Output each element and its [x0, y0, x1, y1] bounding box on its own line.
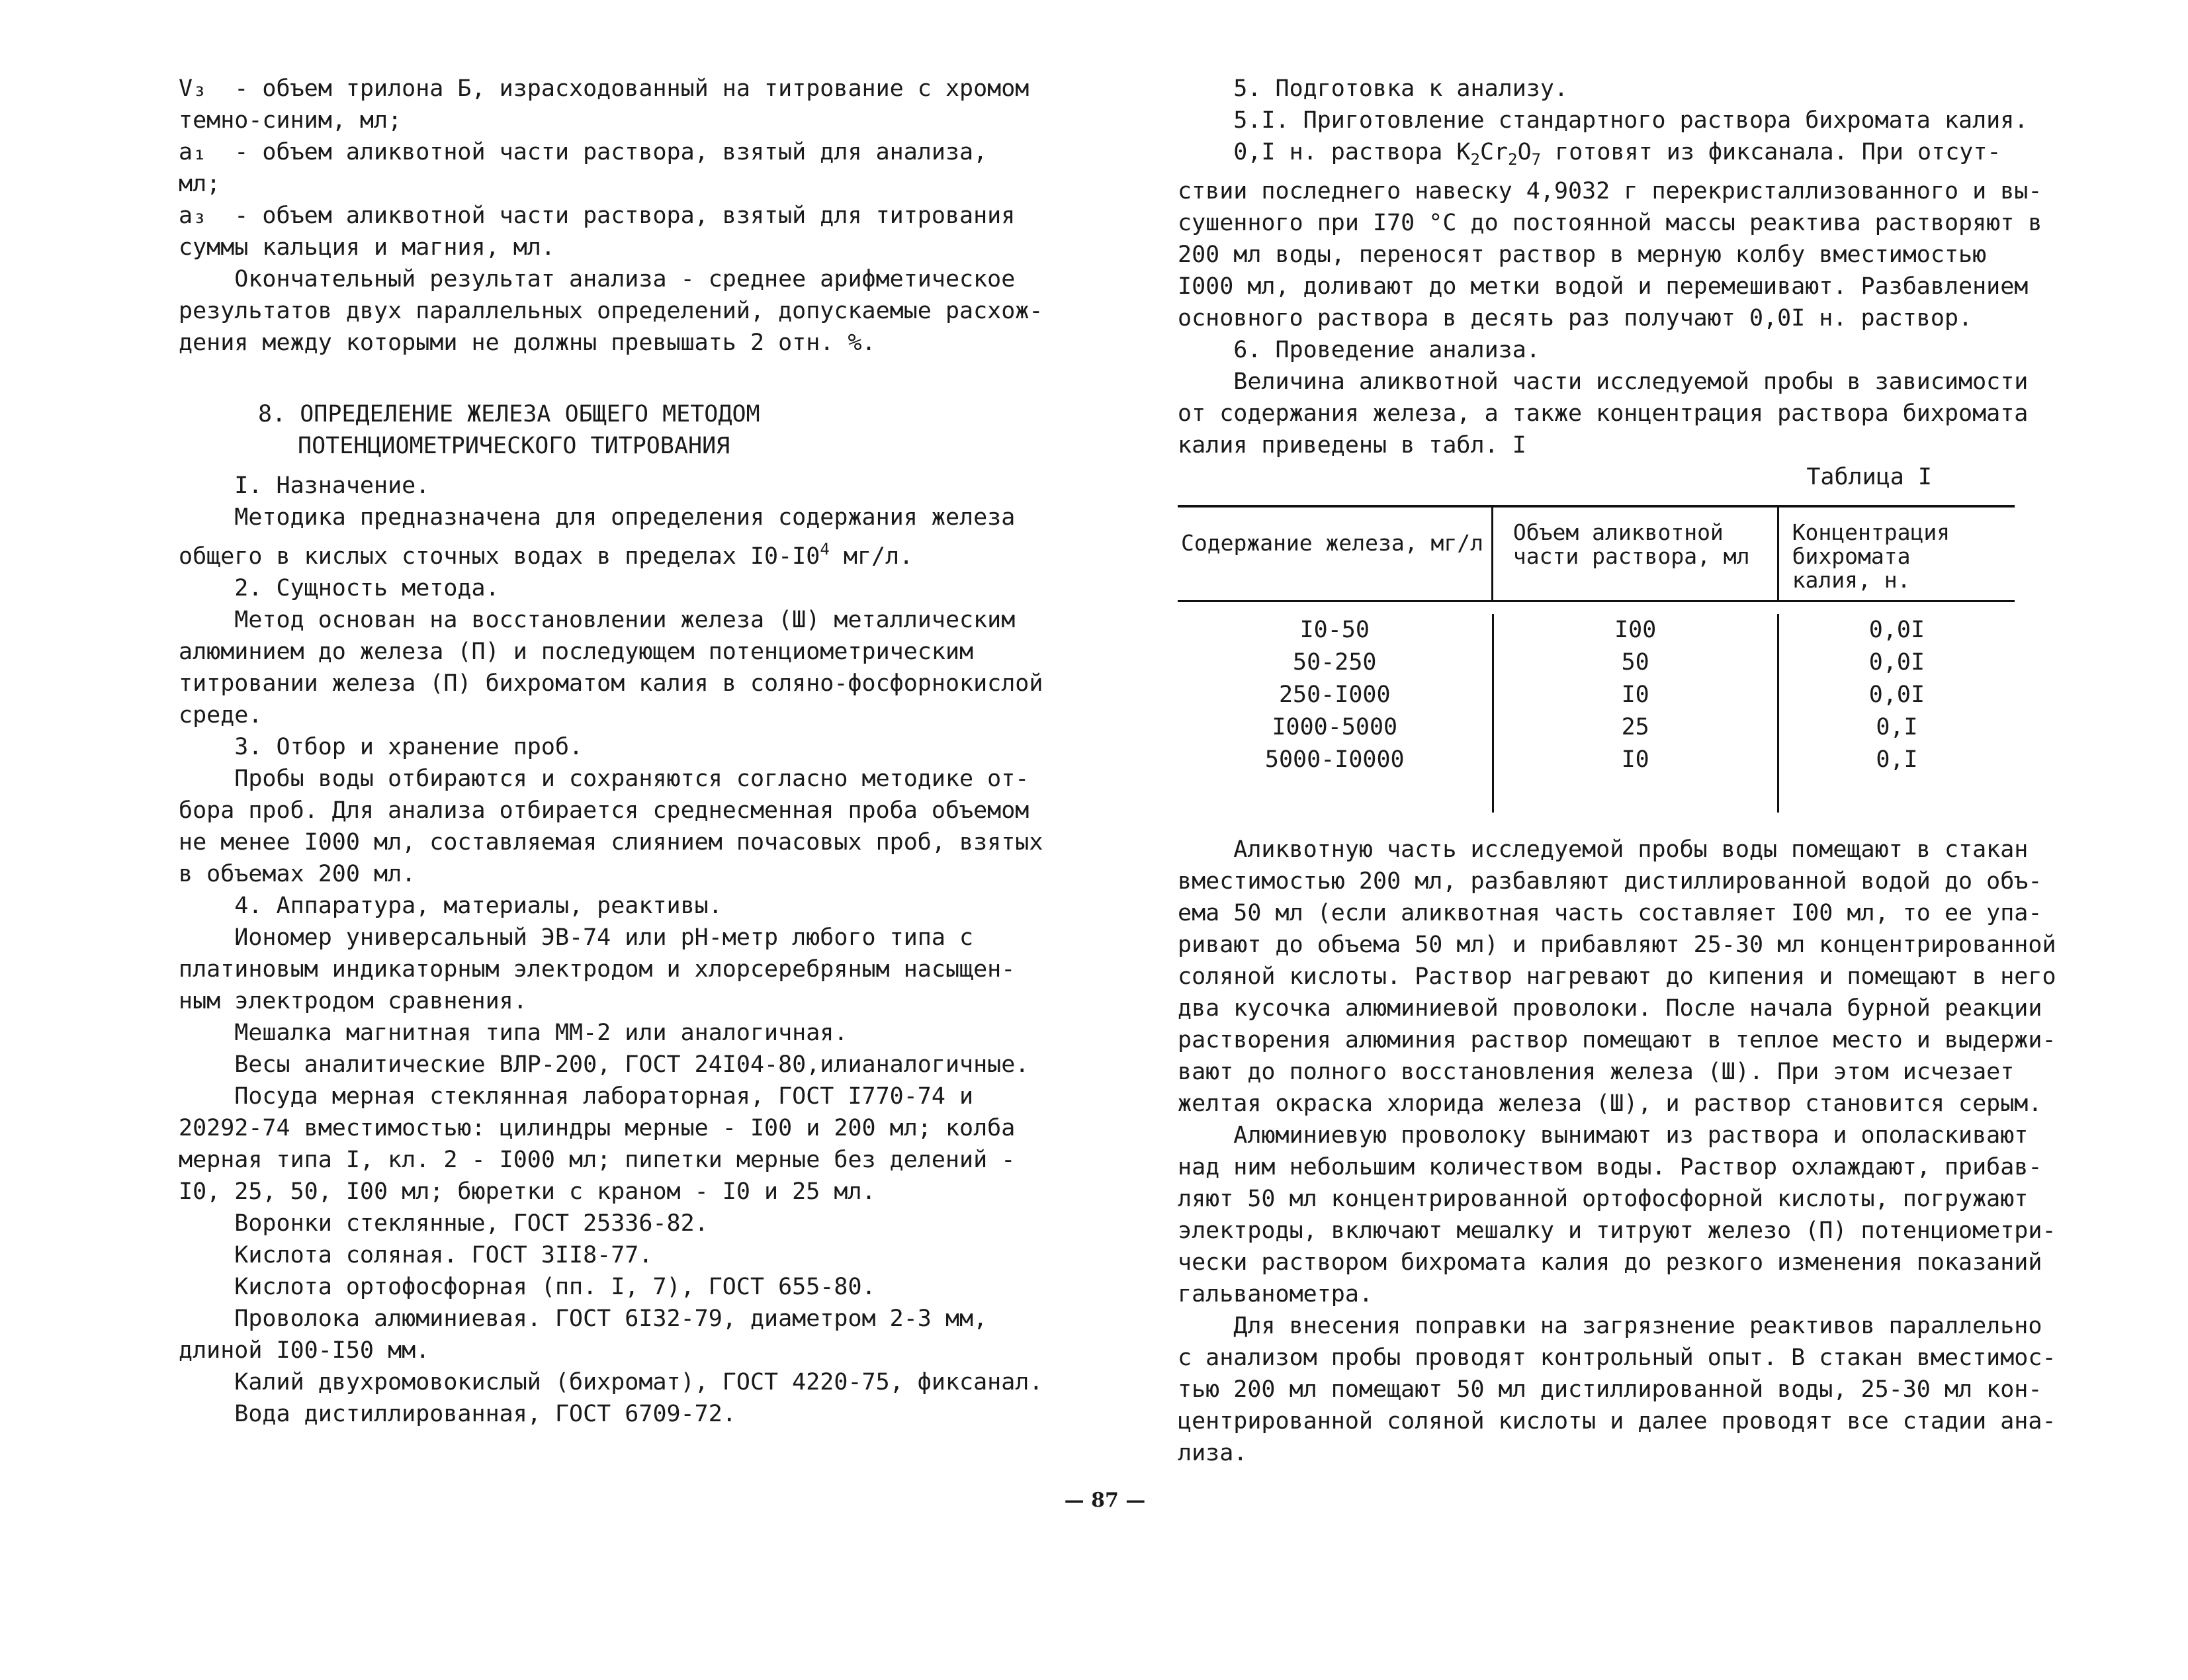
text-line: 20292-74 вместимостью: цилиндры мерные - I00 и 200 мл; колба: [179, 1115, 1016, 1141]
text-line: чески раствором бихромата калия до резкого изменения показаний: [1178, 1249, 2042, 1276]
subsection-heading: 6. Проведение анализа.: [1178, 337, 1540, 363]
text-line: дения между которыми не должны превышать 2 отн. %.: [179, 330, 876, 356]
table-column: [1492, 614, 1777, 813]
text-line: а₃ - объем аликвотной части раствора, взятый для титрования: [179, 202, 1016, 229]
table-cell: 0,I: [1876, 746, 1918, 773]
text-line: Методика предназначена для определения содержания железа: [179, 504, 1016, 531]
text-line: ривают до объема 50 мл) и прибавляют 25-30 мл концентрированной: [1178, 932, 2056, 958]
text-line: ляют 50 мл концентрированной ортофосфорной кислоты, погружают: [1178, 1186, 2029, 1212]
table-cell: I000-5000: [1272, 714, 1398, 740]
text-line: Калий двухромовокислый (бихромат), ГОСТ 4220-75, фиксанал.: [179, 1369, 1043, 1395]
table-header-cell: Содержание железа, мг/л: [1181, 530, 1483, 556]
text-line: ствии последнего навеску 4,9032 г перекристаллизованного и вы-: [1178, 178, 2042, 204]
text-line: от содержания железа, а также концентрация раствора бихромата: [1178, 400, 2029, 427]
text-line: гальванометра.: [1178, 1281, 1374, 1307]
text-line: алюминием до железа (П) и последующем потенциометрическим: [179, 639, 974, 665]
text-line: бора проб. Для анализа отбирается среднесменная проба объемом: [179, 797, 1029, 824]
table-cell: I0: [1621, 682, 1649, 708]
subsection-heading: I. Назначение.: [179, 472, 430, 499]
table-cell: 0,I: [1876, 714, 1918, 740]
text-line: Весы аналитические ВЛР-200, ГОСТ 24I04-80,илианалогичные.: [179, 1051, 1029, 1078]
text-line: с анализом пробы проводят контрольный опыт. В стакан вместимос-: [1178, 1345, 2056, 1371]
subsection-heading: 2. Сущность метода.: [179, 575, 500, 601]
text-line: а₁ - объем аликвотной части раствора, взятый для анализа,: [179, 139, 988, 165]
text-line: калия приведены в табл. I: [1178, 432, 1526, 459]
text-line: Воронки стеклянные, ГОСТ 25336-82.: [179, 1210, 709, 1237]
table-column: [1178, 614, 1492, 813]
text-line: титровании железа (П) бихроматом калия в соляно-фосфорнокислой: [179, 670, 1043, 697]
text-line: Кислота ортофосфорная (пп. I, 7), ГОСТ 655-80.: [179, 1274, 876, 1300]
table-header-cell: Объем аликвотной части раствора, мл: [1491, 508, 1777, 600]
text-line: электроды, включают мешалку и титруют железо (П) потенциометри-: [1178, 1217, 2056, 1244]
text-line: Вода дистиллированная, ГОСТ 6709-72.: [179, 1401, 736, 1427]
text-line: основного раствора в десять раз получают 0,0I н. раствор.: [1178, 305, 1973, 332]
subsection-heading: 5.I. Приготовление стандартного раствора бихромата калия.: [1178, 107, 2029, 134]
table-caption: Таблица I: [1806, 464, 1932, 490]
text-line: общего в кислых сточных водах в пределах $I0-I0^4$ мг/л.: [179, 540, 914, 570]
table-cell: 50: [1621, 649, 1649, 676]
text-line: Посуда мерная стеклянная лабораторная, ГОСТ I770-74 и: [179, 1083, 974, 1110]
text-line: I000 мл, доливают до метки водой и перемешивают. Разбавлением: [1178, 273, 2029, 300]
table-header-cell: Концентрация бихромата калия, н.: [1777, 508, 2015, 600]
left-column: [179, 73, 1052, 1430]
text-line: не менее I000 мл, составляемая слиянием почасовых проб, взятых: [179, 829, 1043, 856]
table-cell: 0,0I: [1868, 682, 1925, 708]
subsection-heading: 3. Отбор и хранение проб.: [179, 734, 584, 760]
table-cell: 5000-I0000: [1264, 746, 1405, 773]
text-line: вают до полного восстановления железа (Ш). При этом исчезает: [1178, 1059, 2015, 1085]
text-line: соляной кислоты. Раствор нагревают до кипения и помещают в него: [1178, 963, 2056, 990]
text-line: Проволока алюминиевая. ГОСТ 6I32-79, диаметром 2-3 мм,: [179, 1305, 988, 1332]
subsection-heading: 5. Подготовка к анализу.: [1178, 75, 1569, 102]
text-line: Метод основан на восстановлении железа (Ш) металлическим: [179, 607, 1016, 633]
subsection-heading: 4. Аппаратура, материалы, реактивы.: [179, 893, 722, 919]
text-line: два кусочка алюминиевой проволоки. После начала бурной реакции: [1178, 995, 2042, 1022]
text-line: тью 200 мл помещают 50 мл дистиллированной воды, 25-30 мл кон-: [1178, 1376, 2042, 1403]
text-line: Иономер универсальный ЭВ-74 или рН-метр любого типа с: [179, 924, 974, 951]
text-line: 200 мл воды, переносят раствор в мерную колбу вместимостью: [1178, 242, 1987, 268]
text-line: результатов двух параллельных определений, допускаемые расхож-: [179, 298, 1043, 324]
table-cell: I00: [1614, 617, 1657, 643]
text-line: Для внесения поправки на загрязнение реактивов параллельно: [1178, 1313, 2042, 1339]
text-line: растворения алюминия раствор помещают в теплое место и выдержи-: [1178, 1027, 2056, 1053]
text-line: Аликвотную часть исследуемой пробы воды помещают в стакан: [1178, 836, 2029, 863]
page-number: — 87 —: [1064, 1489, 1146, 1512]
table-cell: 0,0I: [1868, 649, 1925, 676]
text-line: вместимостью 200 мл, разбавляют дистиллированной водой до объ-: [1178, 868, 2042, 895]
table-cell: I0-50: [1299, 617, 1370, 643]
text-line: лиза.: [1178, 1440, 1248, 1466]
text-line: Пробы воды отбираются и сохраняются согласно методике от-: [179, 766, 1029, 792]
iron-table: [1178, 505, 2015, 820]
text-line: I0, 25, 50, I00 мл; бюретки с краном - I0 и 25 мл.: [179, 1178, 876, 1205]
text-line: темно-синим, мл;: [179, 107, 402, 134]
table-cell: 25: [1621, 714, 1649, 740]
text-line: длиной I00-I50 мм.: [179, 1337, 430, 1364]
text-line: платиновым индикаторным электродом и хлорсеребряным насыщен-: [179, 956, 1016, 983]
table-cell: 50-250: [1293, 649, 1377, 676]
text-line: мерная типа I, кл. 2 - I000 мл; пипетки мерные без делений -: [179, 1147, 1016, 1173]
section-title: 8. ОПРЕДЕЛЕНИЕ ЖЕЛЕЗА ОБЩЕГО МЕТОДОМ: [258, 401, 760, 427]
text-line: V₃ - объем трилона Б, израсходованный на титрование с хромом: [179, 75, 1029, 102]
table-body: [1178, 602, 2015, 820]
table-cell: 0,0I: [1868, 617, 1925, 643]
text-line: сушенного при I70 °С до постоянной массы реактива растворяют в: [1178, 210, 2042, 236]
table-header: [1178, 508, 2015, 600]
text-line: ема 50 мл (если аликвотная часть составляет I00 мл, то ее упа-: [1178, 900, 2042, 926]
section-title: ПОТЕНЦИОМЕТРИЧЕСКОГО ТИТРОВАНИЯ: [298, 433, 730, 459]
table-cell: I0: [1621, 746, 1649, 773]
text-line: Алюминиевую проволоку вынимают из раствора и ополаскивают: [1178, 1122, 2029, 1149]
text-line: Кислота соляная. ГОСТ 3II8-77.: [179, 1242, 653, 1268]
text-line: Величина аликвотной части исследуемой пробы в зависимости: [1178, 369, 2029, 395]
right-column: [1178, 73, 2056, 1469]
text-line: Окончательный результат анализа - среднее арифметическое: [179, 266, 1016, 292]
text-line: среде.: [179, 702, 263, 729]
text-line: мл;: [179, 171, 221, 197]
text-line: ным электродом сравнения.: [179, 988, 527, 1014]
table-column: [1777, 614, 2015, 813]
text-line: в объемах 200 мл.: [179, 861, 416, 887]
table-cell: 250-I000: [1278, 682, 1391, 708]
text-line: центрированной соляной кислоты и далее проводят все стадии ана-: [1178, 1408, 2056, 1435]
text-line: Мешалка магнитная типа ММ-2 или аналогичная.: [179, 1020, 848, 1046]
text-line: над ним небольшим количеством воды. Раствор охлаждают, прибав-: [1178, 1154, 2042, 1180]
text-line: суммы кальция и магния, мл.: [179, 234, 555, 261]
text-line: 0,I н. раствора $K_2Cr_2O_7$ готовят из фиксанала. При отсут-: [1178, 139, 2001, 169]
text-line: желтая окраска хлорида железа (Ш), и раствор становится серым.: [1178, 1090, 2042, 1117]
